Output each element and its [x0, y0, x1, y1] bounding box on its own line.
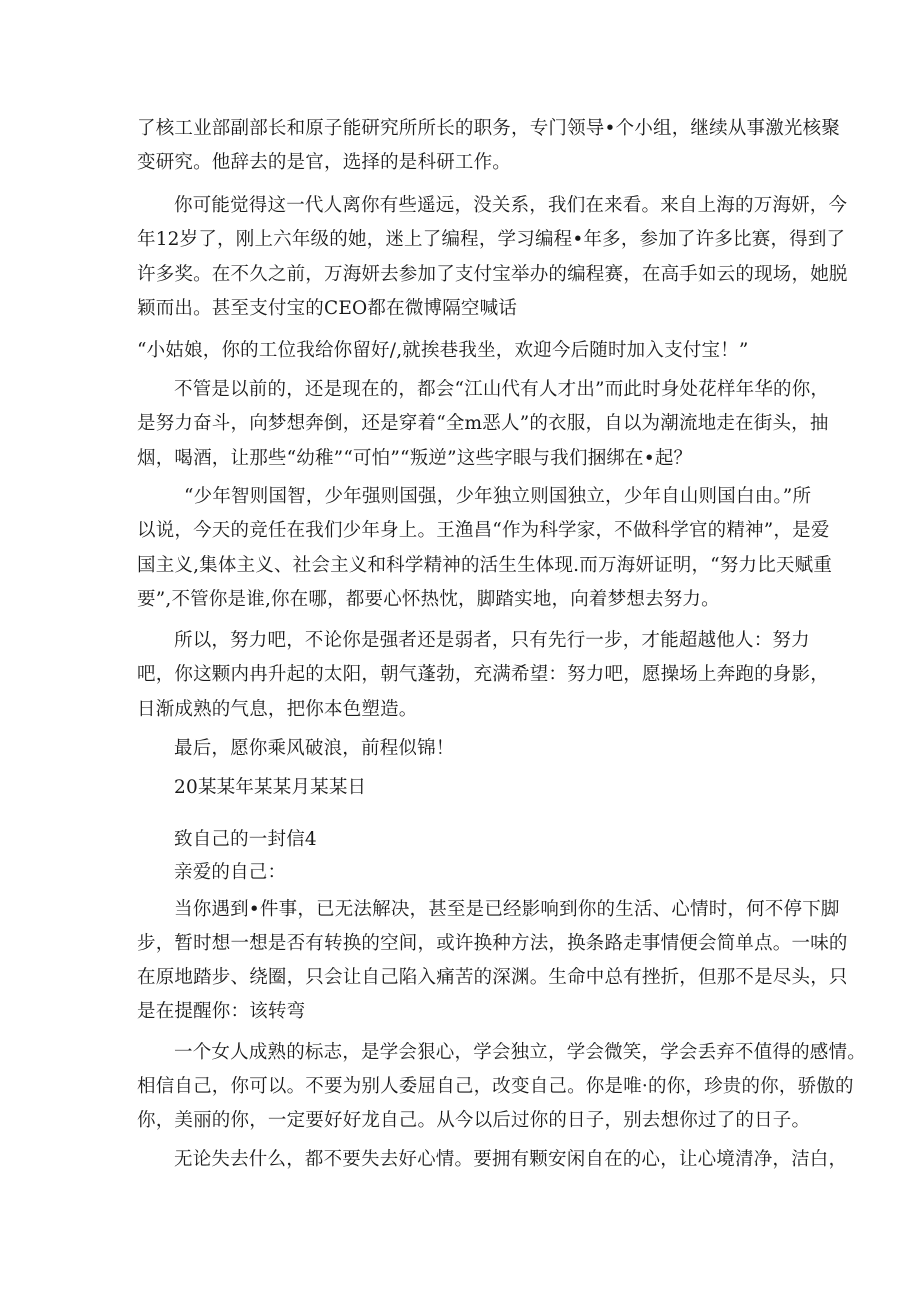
text-line: 变研究。他辞去的是官，选择的是科研工作。: [137, 152, 512, 173]
text-line: 烟，喝酒，让那些“幼稚”“可怕”“叛逆”这些字眼与我们捆绑在•起？: [137, 448, 693, 469]
text-line: 一个女人成熟的标志，是学会狠心，学会独立，学会微笑，学会丢弃不值得的感情。: [174, 1042, 866, 1063]
text-line: 吧，你这颗内冉升起的太阳，朝气蓬勃，充满希望：努力吧，愿操场上奔跑的身影，: [137, 664, 829, 685]
text-line: 当你遇到•件事，已无法解决，甚至是已经影响到你的生活、心情时，何不停下脚: [174, 899, 840, 920]
text-line: 国主义,集体主义、社会主义和科学精神的活生生体现.而万海妍证明，“努力比天赋重: [137, 555, 833, 576]
text-line: “小姑娘，你的工位我给你留好/,就挨巷我坐，欢迎今后随时加入支付宝！”: [137, 340, 749, 361]
text-line: “少年智则国智，少年强则国强，少年独立则国独立，少年自山则国白由。”所: [184, 486, 812, 507]
text-line: 在原地踏步、绕圈，只会让自己陷入痛苦的深渊。生命中总有挫折，但那不是尽头，只: [137, 967, 848, 988]
letter-heading: 致自己的一封信4: [174, 829, 317, 850]
text-line: 许多奖。在不久之前，万海妍去参加了支付宝举办的编程赛，在高手如云的现场，她脱: [137, 264, 848, 285]
date-line: 20某某年某某月某某日: [174, 777, 367, 798]
text-line: 不管是以前的，还是现在的，都会“江山代有人才出”而此时身处花样年华的你，: [174, 379, 830, 400]
text-line: 步，暂时想一想是否有转换的空间，或许换种方法，换条路走事情便会简单点。一味的: [137, 933, 848, 954]
text-line: 年12岁了，刚上六年级的她，迷上了编程，学习编程•年多，参加了许多比赛，得到了: [137, 229, 846, 250]
text-line: 是在提醒你：该转弯: [137, 1001, 306, 1022]
text-line: 无论失去什么，都不要失去好心情。要拥有颗安闲自在的心，让心境清净，洁白，: [174, 1149, 848, 1170]
text-line: 颖而出。甚至支付宝的CEO都在微博隔空喊话: [137, 298, 518, 319]
text-line: 是努力奋斗，向梦想奔倒，还是穿着“全m恶人”的衣服，自以为潮流地走在街头，抽: [137, 413, 829, 434]
text-line: 相信自己，你可以。不要为别人委屈自己，改变自己。你是唯·的你，珍贵的你，骄傲的: [137, 1076, 854, 1097]
text-line: 以说，今天的竞任在我们少年身上。王渔昌“作为科学家，不做科学官的精神”，是爱: [137, 520, 830, 541]
text-line: 你，美丽的你，一定要好好龙自己。从今以后过你的日子，别去想你过了的日子。: [137, 1110, 811, 1131]
text-line: 最后，愿你乘风破浪，前程似锦！: [174, 738, 455, 759]
text-line: 日渐成熟的气息，把你本色塑造。: [137, 699, 418, 720]
salutation: 亲爱的自己：: [174, 862, 287, 883]
text-line: 所以，努力吧，不论你是强者还是弱者，只有先行一步，才能超越他人：努力: [174, 630, 810, 651]
text-line: 要”,不管你是谁,你在哪，都要心怀热忱，脚踏实地，向着梦想去努力。: [137, 589, 720, 610]
text-line: 你可能觉得这一代人离你有些遥远，没关系，我们在来看。来自上海的万海妍，今: [174, 195, 848, 216]
text-line: 了核工业部副部长和原子能研究所所长的职务，专门领导•个小组，继续从事激光核聚: [137, 118, 841, 139]
